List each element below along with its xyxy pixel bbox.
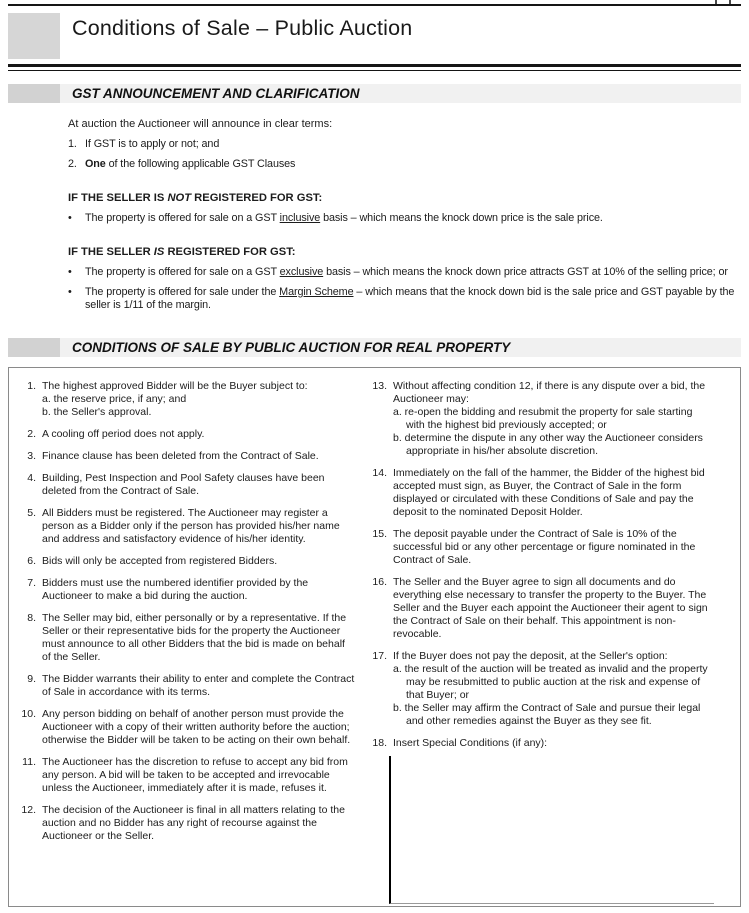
condition-subitem: b. determine the dispute in any other way the Auctioneer considers appropriate in his/her absolute discretion.	[393, 432, 703, 457]
divider-thick-line	[8, 64, 741, 67]
condition-text	[36, 555, 356, 568]
text-segment: NOT	[167, 192, 192, 204]
condition-item	[372, 528, 712, 567]
numbered-item	[68, 158, 739, 171]
condition-subitem: a. the result of the auction will be treated as invalid and the property may be resubmitted to public auction at the risk and expense of that Buyer; or	[393, 663, 708, 701]
condition-number: 14.	[372, 467, 387, 479]
condition-item	[372, 650, 712, 728]
gst-section	[8, 84, 741, 312]
condition-text	[387, 380, 712, 458]
conditions-column-left	[21, 380, 356, 852]
item-text	[85, 138, 739, 151]
top-rule	[8, 4, 741, 6]
conditions-box	[8, 367, 741, 907]
page-title: Conditions of Sale – Public Auction	[72, 16, 413, 40]
divider-thin-line	[8, 70, 741, 71]
text-segment: IS	[153, 246, 165, 258]
gst-heading-text: GST ANNOUNCEMENT AND CLARIFICATION	[72, 86, 360, 101]
condition-item	[21, 708, 356, 747]
condition-number: 3.	[27, 450, 36, 462]
item-text	[85, 212, 739, 225]
condition-number: 18.	[372, 737, 387, 749]
bullet-item	[68, 286, 739, 312]
text-segment: exclusive	[279, 266, 324, 278]
condition-text	[387, 467, 712, 519]
condition-item	[21, 507, 356, 546]
text-segment: Margin Scheme	[279, 286, 354, 298]
condition-item	[21, 577, 356, 603]
condition-number: 10.	[21, 708, 36, 720]
condition-number: 1.	[27, 380, 36, 392]
conditions-column-right	[372, 380, 712, 913]
condition-number: 12.	[21, 804, 36, 816]
text-segment: inclusive	[279, 212, 321, 224]
condition-text	[36, 577, 356, 603]
condition-subitem: b. the Seller's approval.	[42, 406, 152, 418]
gst-section-heading	[8, 84, 741, 103]
condition-number: 5.	[27, 507, 36, 519]
condition-text	[36, 708, 356, 747]
condition-main-text: Insert Special Conditions (if any):	[393, 737, 548, 749]
condition-main-text: A cooling off period does not apply.	[42, 428, 205, 440]
corner-mark	[729, 0, 731, 4]
gst-subheading-registered	[68, 246, 739, 259]
condition-number: 4.	[27, 472, 36, 484]
gst-intro-text: At auction the Auctioneer will announce in clear terms:	[68, 118, 333, 130]
condition-number: 2.	[27, 428, 36, 440]
condition-item	[21, 380, 356, 419]
condition-item	[372, 380, 712, 458]
condition-number: 11.	[22, 756, 36, 768]
bullet-item	[68, 212, 739, 225]
item-text	[85, 266, 739, 279]
item-number: 1.	[68, 138, 77, 150]
heading-gray-box	[8, 84, 60, 103]
condition-item	[21, 472, 356, 498]
text-segment: – which means that the knock down bid is the sale price and GST payable by the seller is 1/11 of the margin.	[85, 286, 735, 311]
condition-main-text: Bidders must use the numbered identifier provided by the Auctioneer to make a bid during the auction.	[42, 577, 309, 602]
condition-main-text: All Bidders must be registered. The Auctioneer may register a person as a Bidder only if the person has provided his/her name and address and satisfactory evidence of his/her identity.	[42, 507, 340, 545]
condition-number: 15.	[372, 528, 387, 540]
condition-text	[387, 737, 712, 904]
conditions-section	[8, 338, 741, 907]
text-segment: IF THE SELLER	[68, 246, 154, 258]
condition-number: 13.	[372, 380, 387, 392]
text-segment: REGISTERED FOR GST:	[191, 192, 323, 204]
condition-main-text: Without affecting condition 12, if there is any dispute over a bid, the Auctioneer may:	[393, 380, 706, 405]
condition-text	[36, 612, 356, 664]
heading-gray-box	[8, 338, 60, 357]
item-text	[85, 286, 739, 312]
condition-number: 16.	[372, 576, 387, 588]
text-segment: REGISTERED FOR GST:	[164, 246, 296, 258]
condition-text	[387, 528, 712, 567]
condition-main-text: Immediately on the fall of the hammer, the Bidder of the highest bid accepted must sign, as Buyer, the Contract of Sale in the form displayed or circulated with these Conditions of Sale and pay the deposit to the nominated Deposit Holder.	[393, 467, 705, 518]
condition-item	[372, 576, 712, 641]
condition-item	[21, 673, 356, 699]
condition-text	[36, 450, 356, 463]
condition-item	[21, 756, 356, 795]
condition-main-text: Building, Pest Inspection and Pool Safety clauses have been deleted from the Contract of Sale.	[42, 472, 325, 497]
special-conditions-area[interactable]	[389, 756, 714, 904]
condition-number: 17.	[372, 650, 387, 662]
bullet-glyph: •	[68, 286, 72, 298]
condition-main-text: Finance clause has been deleted from the Contract of Sale.	[42, 450, 319, 462]
item-number: 2.	[68, 158, 77, 170]
condition-number: 7.	[27, 577, 36, 589]
condition-main-text: The Bidder warrants their ability to enter and complete the Contract of Sale in accordance with its terms.	[42, 673, 355, 698]
condition-main-text: The highest approved Bidder will be the Buyer subject to:	[42, 380, 308, 392]
text-segment: The property is offered for sale on a GST	[85, 266, 280, 278]
condition-text	[387, 576, 712, 641]
gst-bullet-list-not-registered	[68, 212, 739, 225]
text-segment: IF THE SELLER IS	[68, 192, 168, 204]
bullet-glyph: •	[68, 212, 72, 224]
condition-text	[36, 472, 356, 498]
conditions-section-heading	[8, 338, 741, 357]
condition-item	[21, 555, 356, 568]
condition-main-text: Any person bidding on behalf of another person must provide the Auctioneer with a copy of their written authority before the auction; otherwise the Bidder will be taken to be acting on their own behalf.	[42, 708, 351, 746]
condition-item	[21, 450, 356, 463]
gst-subheading-not-registered	[68, 192, 739, 205]
conditions-heading-text: CONDITIONS OF SALE BY PUBLIC AUCTION FOR REAL PROPERTY	[72, 340, 511, 355]
condition-main-text: The decision of the Auctioneer is final in all matters relating to the auction and no Bidder has any right of recourse against the Auctioneer or the Seller.	[42, 804, 345, 842]
condition-text	[36, 428, 356, 441]
condition-text	[36, 507, 356, 546]
condition-text	[36, 380, 356, 419]
condition-number: 6.	[27, 555, 36, 567]
condition-main-text: The Auctioneer has the discretion to refuse to accept any bid from any person. A bid will be taken to be accepted and irrevocable unless the Auctioneer, immediately after it is made, refuses it.	[42, 756, 348, 794]
gst-numbered-list	[68, 138, 739, 171]
bullet-item	[68, 266, 739, 279]
condition-subitem: b. the Seller may affirm the Contract of Sale and pursue their legal and other remedies against the Buyer as they see fit.	[393, 702, 701, 727]
condition-main-text: The deposit payable under the Contract of Sale is 10% of the successful bid or any other percentage or figure nominated in the Contract of Sale.	[393, 528, 696, 566]
condition-main-text: Bids will only be accepted from registered Bidders.	[42, 555, 278, 567]
condition-number: 9.	[27, 673, 36, 685]
text-segment: The property is offered for sale under the	[85, 286, 280, 298]
condition-item	[21, 804, 356, 843]
condition-number: 8.	[27, 612, 36, 624]
gst-section-body	[8, 118, 741, 312]
condition-subitem: a. the reserve price, if any; and	[42, 393, 187, 405]
condition-text	[36, 756, 356, 795]
corner-mark	[715, 0, 717, 4]
bullet-glyph: •	[68, 266, 72, 278]
condition-text	[387, 650, 712, 728]
condition-text	[36, 804, 356, 843]
text-segment: basis – which means the knock down price attracts GST at 10% of the selling price; or	[323, 266, 728, 278]
condition-main-text: The Seller and the Buyer agree to sign all documents and do everything else necessary to transfer the property to the Buyer. The Seller and the Buyer each appoint the Auctioneer their agent to sign the Contract of Sale on their behalf. This appointment is non-revocable.	[393, 576, 708, 640]
condition-item	[372, 467, 712, 519]
condition-item	[21, 428, 356, 441]
condition-main-text: The Seller may bid, either personally or by a representative. If the Seller or their representative bids for the property the Auctioneer must announce to all other Bidders that the bid is made on behalf of the Seller.	[42, 612, 347, 663]
header-divider	[8, 64, 741, 71]
header-gray-box	[8, 13, 60, 59]
text-segment: The property is offered for sale on a GST	[85, 212, 280, 224]
text-segment: If GST is to apply or not; and	[85, 138, 220, 150]
condition-item	[21, 612, 356, 664]
condition-main-text: If the Buyer does not pay the deposit, at the Seller's option:	[393, 650, 668, 662]
item-text	[85, 158, 739, 171]
text-segment: One	[85, 158, 106, 170]
document-header	[8, 13, 741, 59]
gst-bullet-list-registered	[68, 266, 739, 312]
condition-text	[36, 673, 356, 699]
condition-item	[372, 737, 712, 904]
condition-subitem: a. re-open the bidding and resubmit the property for sale starting with the highest bid previously accepted; or	[393, 406, 693, 431]
text-segment: of the following applicable GST Clauses	[105, 158, 296, 170]
numbered-item	[68, 138, 739, 151]
page-corner-marks	[715, 0, 731, 4]
text-segment: basis – which means the knock down price is the sale price.	[320, 212, 603, 224]
